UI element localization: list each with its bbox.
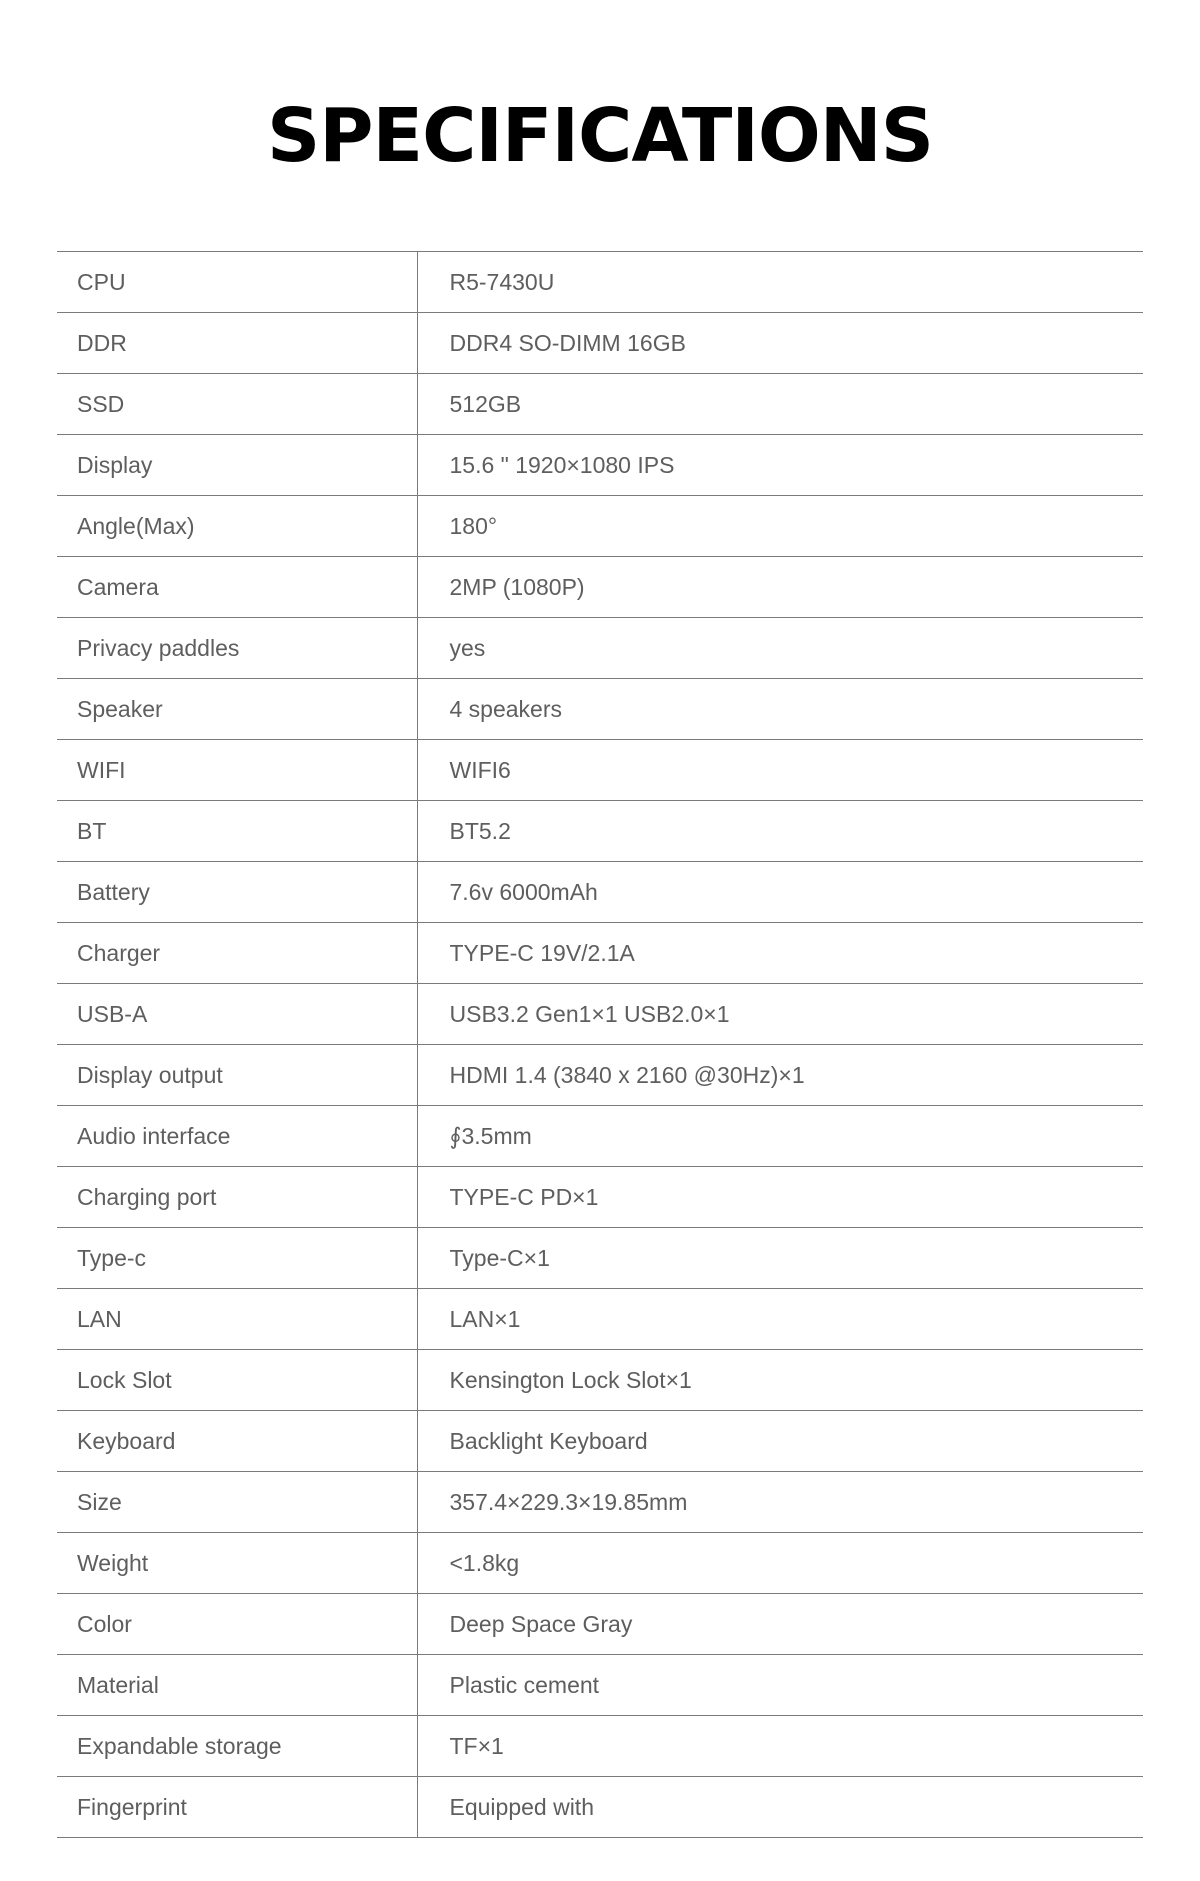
spec-row	[57, 1533, 1143, 1594]
spec-value: Kensington Lock Slot×1	[417, 1350, 1143, 1411]
spec-label: CPU	[57, 252, 417, 313]
spec-label: Speaker	[57, 679, 417, 740]
spec-label: Charging port	[57, 1167, 417, 1228]
spec-row	[57, 1045, 1143, 1106]
spec-label: Camera	[57, 557, 417, 618]
spec-row	[57, 1167, 1143, 1228]
spec-value: Type-C×1	[417, 1228, 1143, 1289]
spec-value: Equipped with	[417, 1777, 1143, 1838]
spec-row	[57, 1716, 1143, 1777]
spec-row	[57, 435, 1143, 496]
spec-row	[57, 1777, 1143, 1838]
spec-value: Backlight Keyboard	[417, 1411, 1143, 1472]
spec-label: SSD	[57, 374, 417, 435]
spec-value: 512GB	[417, 374, 1143, 435]
spec-row	[57, 1411, 1143, 1472]
spec-label: DDR	[57, 313, 417, 374]
spec-value: HDMI 1.4 (3840 x 2160 @30Hz)×1	[417, 1045, 1143, 1106]
spec-row	[57, 740, 1143, 801]
spec-value: USB3.2 Gen1×1 USB2.0×1	[417, 984, 1143, 1045]
spec-row	[57, 1655, 1143, 1716]
spec-row	[57, 984, 1143, 1045]
spec-value: TYPE-C 19V/2.1A	[417, 923, 1143, 984]
spec-label: Material	[57, 1655, 417, 1716]
spec-row	[57, 557, 1143, 618]
spec-row	[57, 679, 1143, 740]
spec-value: Plastic cement	[417, 1655, 1143, 1716]
spec-label: Display output	[57, 1045, 417, 1106]
spec-label: BT	[57, 801, 417, 862]
spec-label: Size	[57, 1472, 417, 1533]
spec-label: Battery	[57, 862, 417, 923]
spec-row	[57, 1228, 1143, 1289]
spec-value: 2MP (1080P)	[417, 557, 1143, 618]
spec-row	[57, 923, 1143, 984]
spec-row	[57, 862, 1143, 923]
spec-value: R5-7430U	[417, 252, 1143, 313]
spec-row	[57, 496, 1143, 557]
spec-row	[57, 618, 1143, 679]
spec-row	[57, 313, 1143, 374]
spec-row	[57, 1350, 1143, 1411]
spec-label: Fingerprint	[57, 1777, 417, 1838]
spec-label: Type-c	[57, 1228, 417, 1289]
spec-label: Privacy paddles	[57, 618, 417, 679]
spec-label: Angle(Max)	[57, 496, 417, 557]
spec-row	[57, 374, 1143, 435]
spec-label: Audio interface	[57, 1106, 417, 1167]
spec-value: 7.6v 6000mAh	[417, 862, 1143, 923]
spec-label: USB-A	[57, 984, 417, 1045]
spec-value: DDR4 SO-DIMM 16GB	[417, 313, 1143, 374]
spec-value: WIFI6	[417, 740, 1143, 801]
spec-value: yes	[417, 618, 1143, 679]
spec-label: Expandable storage	[57, 1716, 417, 1777]
spec-value: 357.4×229.3×19.85mm	[417, 1472, 1143, 1533]
page-title: SPECIFICATIONS	[267, 93, 933, 179]
spec-label: Keyboard	[57, 1411, 417, 1472]
spec-value: <1.8kg	[417, 1533, 1143, 1594]
spec-value: 4 speakers	[417, 679, 1143, 740]
spec-row	[57, 801, 1143, 862]
spec-row	[57, 1472, 1143, 1533]
spec-value: BT5.2	[417, 801, 1143, 862]
spec-label: Charger	[57, 923, 417, 984]
spec-label: LAN	[57, 1289, 417, 1350]
spec-row	[57, 1289, 1143, 1350]
spec-label: Weight	[57, 1533, 417, 1594]
spec-value: TF×1	[417, 1716, 1143, 1777]
spec-value: ∮3.5mm	[417, 1106, 1143, 1167]
spec-label: Display	[57, 435, 417, 496]
spec-row	[57, 252, 1143, 313]
spec-row	[57, 1594, 1143, 1655]
spec-value: 180°	[417, 496, 1143, 557]
spec-value: LAN×1	[417, 1289, 1143, 1350]
spec-value: TYPE-C PD×1	[417, 1167, 1143, 1228]
spec-label: Lock Slot	[57, 1350, 417, 1411]
spec-label: WIFI	[57, 740, 417, 801]
spec-row	[57, 1106, 1143, 1167]
specifications-table	[57, 251, 1143, 1838]
spec-label: Color	[57, 1594, 417, 1655]
specifications-table-body	[57, 252, 1143, 1838]
spec-value: Deep Space Gray	[417, 1594, 1143, 1655]
spec-value: 15.6 " 1920×1080 IPS	[417, 435, 1143, 496]
